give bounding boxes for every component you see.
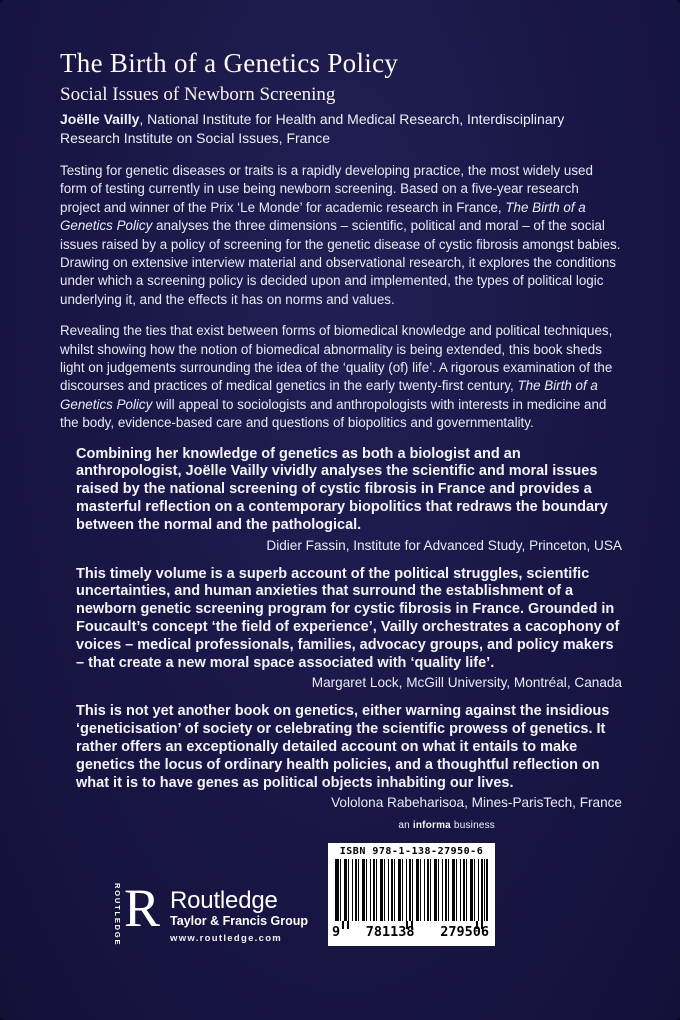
informa-imprint-line — [328, 820, 495, 831]
synopsis-paragraph-2 — [60, 322, 622, 432]
author-line — [60, 110, 622, 147]
book-title: The Birth of a Genetics Policy — [60, 48, 399, 78]
publisher-name: Routledge — [170, 887, 278, 914]
routledge-colophon — [112, 878, 161, 947]
synopsis-p2-text: Revealing the ties that exist between forms of biomedical knowledge and political techniques, whilst showing how the notion of biomedical abnormality is being extended, this book sheds light on judgements surrounding the idea of the ‘quality (of) life’. A rigorous examination of the discourses and practices of medical genetics in the early twenty-first century, — [60, 323, 613, 394]
barcode-digit-group-left: 9 — [332, 924, 341, 940]
endorsement-quote-1 — [76, 446, 622, 554]
barcode-digit-group-right: 279506 — [440, 924, 489, 940]
synopsis-p1-text-after: analyses the three dimensions – scientific, political and moral – of the social issues raised by a policy of screening for the genetic disease of cystic fibrosis amongst babies. Drawing on extensive interview material and observational research, it explores the conditions under which a screening policy is decided upon and implemented, the types of political logic underlying it, and the effects it has on norms and values. — [60, 218, 621, 307]
routledge-logo — [112, 878, 309, 947]
endorsement-quote-3-text: This is not yet another book on genetics, either warning against the insidious ‘geneticisation’ of society or celebrating the scientific prowess of genetics. It rather offers an exceptionally detailed account on what it entails to make genetics the locus of ordinary health policies, and a thoughtful reflection on what it is to have genes as political objects inhabiting our lives. — [76, 703, 610, 791]
endorsement-quote-2 — [76, 566, 622, 692]
informa-brand: informa — [412, 820, 451, 831]
endorsement-quote-2-attribution: Margaret Lock, McGill University, Montréal, Canada — [311, 675, 622, 691]
author-affiliation: , National Institute for Health and Medical Research, Interdisciplinary Research Institute on Social Issues, France — [60, 111, 565, 146]
synopsis-p2-text-after: will appeal to sociologists and anthropologists with interests in medicine and the body, evidence-based care and questions of biopolitics and governmentality. — [60, 396, 607, 431]
endorsement-quote-1-text: Combining her knowledge of genetics as both a biologist and an anthropologist, Joëlle Vailly vividly analyses the scientific and moral issues raised by the national screening of cystic fibrosis in France and provides a masterful reflection on a contemporary biopolitics that redraws the boundary between the normal and the pathological. — [76, 445, 608, 533]
isbn-barcode — [328, 843, 495, 946]
publisher-text-block — [170, 883, 308, 944]
routledge-vertical-wordmark: ROUTLEDGE — [113, 883, 122, 947]
synopsis-paragraph-1 — [60, 162, 622, 309]
isbn-number-label: ISBN 978-1-138-27950-6 — [339, 846, 484, 857]
endorsement-quote-1-attribution: Didier Fassin, Institute for Advanced Study, Princeton, USA — [266, 537, 622, 553]
endorsement-quote-3 — [76, 703, 622, 811]
barcode-digit-group-mid: 781138 — [365, 924, 415, 940]
book-subtitle: Social Issues of Newborn Screening — [60, 84, 336, 105]
synopsis-p1-book-title-italic: The Birth of a Genetics Policy — [60, 199, 586, 234]
routledge-r-icon: R — [124, 878, 161, 938]
barcode-bars — [335, 859, 488, 921]
publisher-group-name: Taylor & Francis Group — [170, 914, 309, 928]
imprint-suffix: business — [450, 820, 495, 831]
barcode-digits — [328, 921, 495, 941]
author-name: Joëlle Vailly — [60, 111, 140, 127]
synopsis-p2-book-title-italic: The Birth of a Genetics Policy — [60, 378, 598, 412]
endorsement-quote-2-text: This timely volume is a superb account of the political struggles, scientific uncertainties, and human anxieties that surround the establishment of a newborn genetic screening program for cystic fibrosis in France. Grounded in Foucault’s concept ‘the field of experience’, Vailly orchestrates a cacophony of voices – medical professionals, families, advocacy groups, and policy makers – that create a new moral space associated with ‘quality life’. — [76, 565, 620, 671]
endorsement-quote-3-attribution: Vololona Rabeharisoa, Mines-ParisTech, France — [331, 795, 622, 811]
imprint-prefix: an — [398, 820, 413, 831]
synopsis-p1-text: Testing for genetic diseases or traits is a rapidly developing practice, the most widely used form of testing currently in use being newborn screening. Based on a five-year research project and winner of the Prix ‘Le Monde’ for academic research in France, — [60, 163, 593, 215]
publisher-website: www.routledge.com — [170, 933, 283, 944]
